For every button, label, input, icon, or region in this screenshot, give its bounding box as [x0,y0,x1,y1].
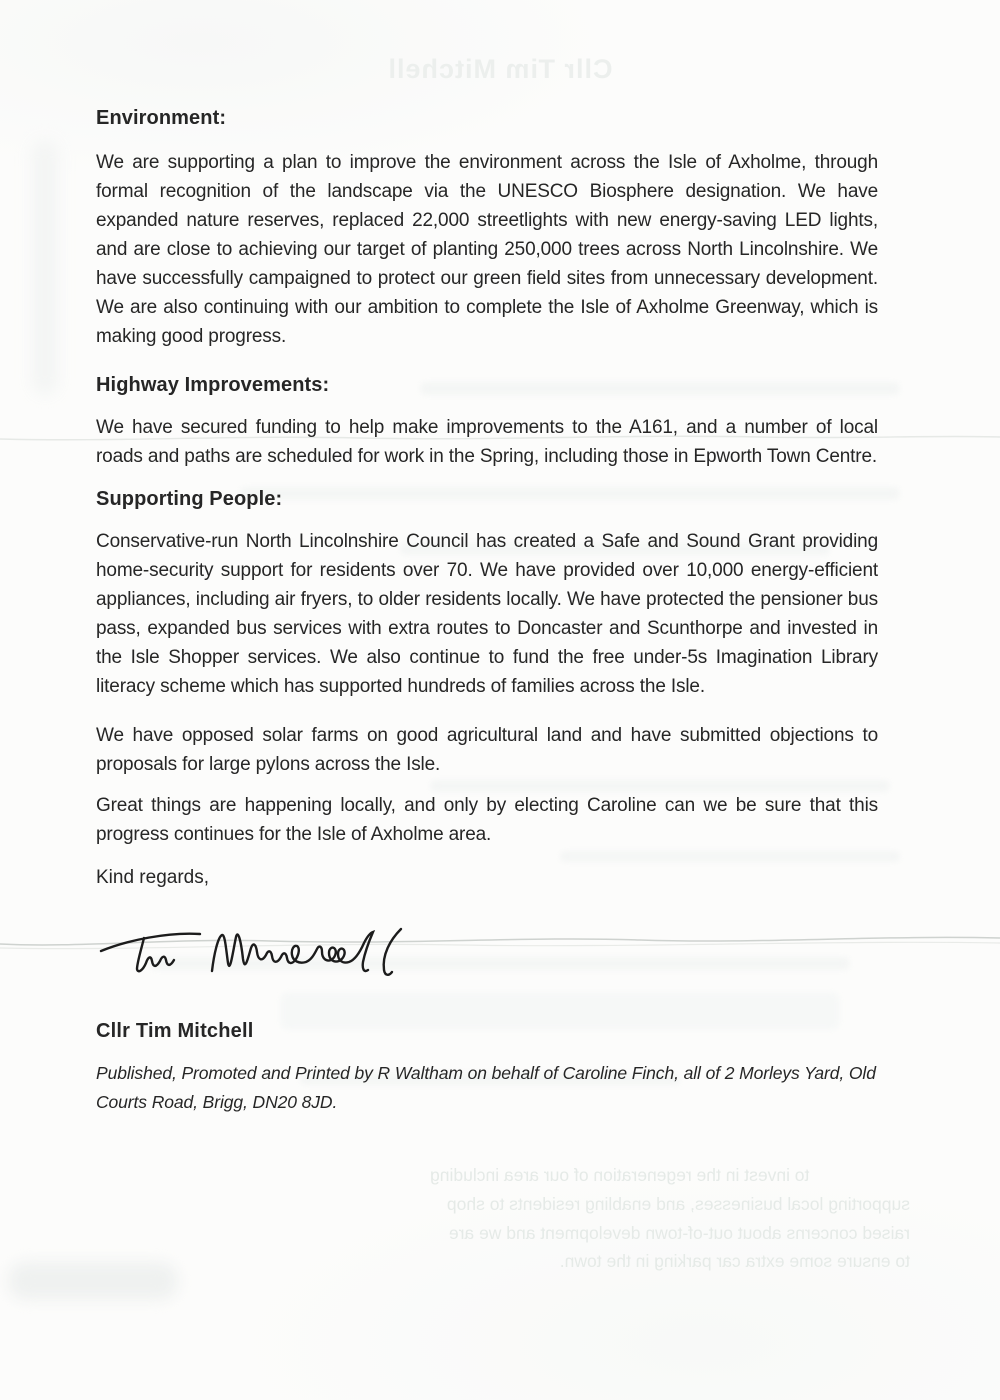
bleed-through-text-line: to ensure some extra car parking in the town. [559,1251,910,1271]
bleed-through-text-block [92,1190,910,1276]
letter-body [96,106,878,1116]
paragraph-environment: We are supporting a plan to improve the environment across the Isle of Axholme, through formal recognition of the landscape via the UNESCO Biosphere designation. We have expanded nature reserves, replaced 22,000 streetlights with new energy-saving LED lights, and are close to achieving our target of planting 250,000 trees across North Lincolnshire. We have successfully campaigned to protect our green field sites from unnecessary development. We are also continuing with our ambition to complete the Isle of Axholme Greenway, which is making good progress. [96,152,878,347]
paragraph-solar-farms: We have opposed solar farms on good agricultural land and have submitted objections to proposals for large pylons across the Isle. [96,725,878,775]
section-heading-highway-improvements: Highway Improvements: [96,374,330,396]
bleed-through-text-line: supporting local businesses, and enabling residents to shop [446,1194,910,1214]
signature-block [96,922,878,996]
imprint-line: Published, Promoted and Printed by R Waltham on behalf of Caroline Finch, all of 2 Morleys Yard, Old Courts Road, Brigg, DN20 8JD. [96,1063,876,1112]
bleed-through-text-line: raised concerns about out-of-town development and we are [448,1222,910,1243]
signatory-name: Cllr Tim Mitchell [96,1020,254,1042]
paragraph-great-things: Great things are happening locally, and only by electing Caroline can we be sure that this progress continues for the Isle of Axholme area. [96,795,878,845]
paper-smudge [32,140,58,395]
paragraph-highway: We have secured funding to help make improvements to the A161, and a number of local roads and paths are scheduled for work in the Spring, including those in Epworth Town Centre. [96,417,878,467]
section-heading-supporting-people: Supporting People: [96,488,283,510]
section-heading-environment: Environment: [96,107,227,129]
signature-handwriting [96,922,441,996]
closing-salutation: Kind regards, [96,867,210,888]
paragraph-supporting-people: Conservative-run North Lincolnshire Council has created a Safe and Sound Grant providing home-security support for residents over 70. We have provided over 10,000 energy-efficient appliances, including air fryers, to older residents locally. We have protected the pensioner bus pass, expanded bus services with extra routes to Doncaster and Scunthorpe and invested in the Isle Shopper services. We also continue to fund the free under-5s Imagination Library literacy scheme which has supported hundreds of families across the Isle. [96,531,878,697]
bleed-through-header-text: Cllr Tim Mitchell [387,54,613,84]
bleed-through-text-line: to invest in the regeneration of our area including [430,1165,810,1185]
